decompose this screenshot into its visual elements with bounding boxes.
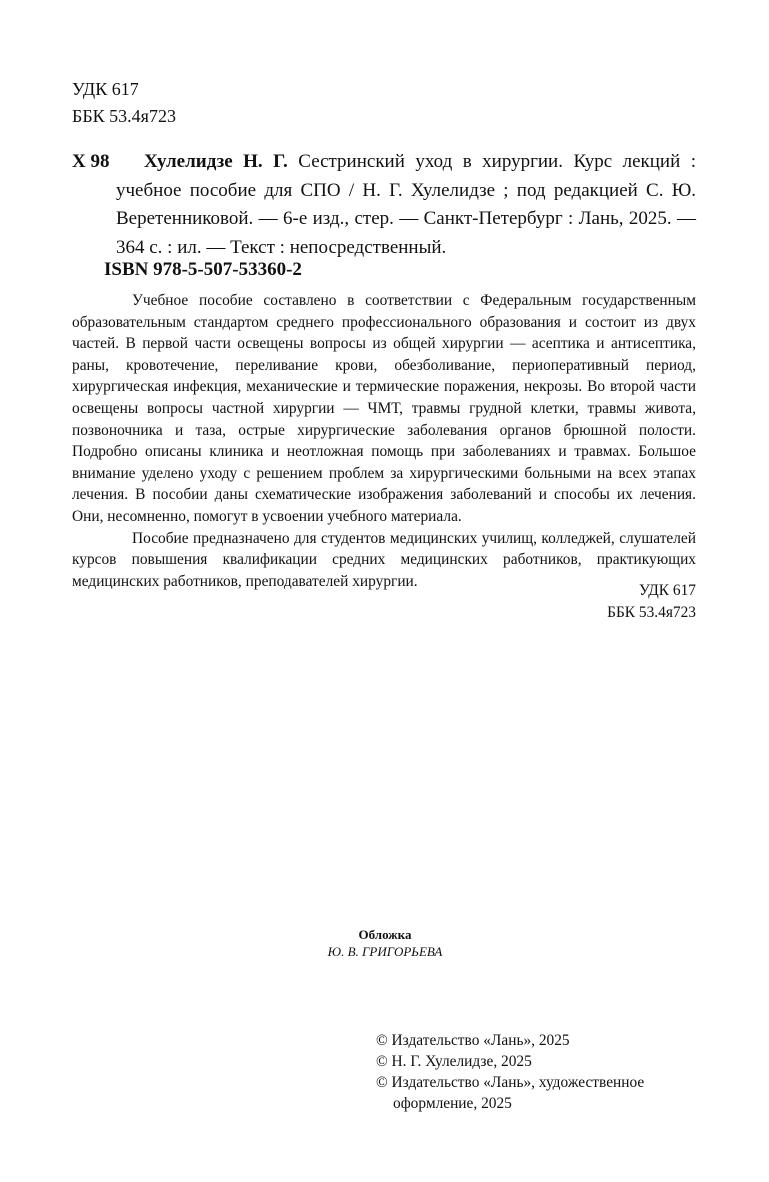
cover-designer: Ю. В. ГРИГОРЬЕВА: [327, 944, 443, 959]
udk-code: УДК 617: [72, 79, 139, 99]
classification-bottom: [72, 580, 696, 623]
bibliographic-record: [116, 148, 696, 262]
copyright-line: оформление, 2025: [393, 1095, 512, 1112]
annotation-paragraph-1: Учебное пособие составлено в соответствии с Федеральным государственным образовательным стандартом среднего профессионального образования и состоит из двух частей. В первой части освещены вопросы из общей хирургии — асептика и антисептика, раны, кровотечение, переливание крови, обезболивание, периоперативный период, хирургическая инфекция, механические и термические поражения, некрозы. Во второй части освещены вопросы частной хирургии — ЧМТ, травмы грудной клетки, травмы живота, позвоночника и таза, острые хирургические заболевания органов брюшной полости. Подробно описаны клиника и неотложная помощь при заболеваниях и травмах. Большое внимание уделено уходу с решением проблем за хирургическими больными на всех этапах лечения. В пособии даны схематические изображения заболеваний и способы их лечения. Они, несомненно, помогут в усвоении учебного материала.: [72, 292, 696, 525]
bbk-code-bottom: ББК 53.4я723: [607, 603, 696, 621]
author-code: Х 98: [72, 151, 110, 172]
isbn: ISBN 978-5-507-53360-2: [104, 259, 302, 280]
bibliographic-text: Сестринский уход в хирургии. Курс лекций : учебное пособие для СПО / Н. Г. Хулелидзе ; под редакцией С. Ю. Веретенниковой. — 6-е изд., стер. — Санкт-Петербург : Лань, 2025. — 364 с. : ил. — Текст : непосредственный.: [116, 151, 696, 258]
annotation: [72, 290, 696, 592]
cover-label: Обложка: [358, 927, 412, 942]
copyright-line: © Издательство «Лань», художественное: [376, 1074, 645, 1091]
copyright-line: © Издательство «Лань», 2025: [376, 1032, 570, 1049]
copyright-block: [376, 1030, 644, 1114]
bbk-code: ББК 53.4я723: [72, 106, 176, 126]
annotation-paragraph-2: Пособие предназначено для студентов медицинских училищ, колледжей, слушателей курсов повышения квалификации средних медицинских работников, практикующих медицинских работников, преподавателей хирургии.: [72, 529, 696, 590]
author-name: Хулелидзе Н. Г.: [144, 151, 288, 172]
udk-code-bottom: УДК 617: [638, 582, 696, 599]
classification-block: [72, 76, 176, 130]
copyright-line: © Н. Г. Хулелидзе, 2025: [376, 1053, 532, 1070]
cover-credit: [200, 926, 570, 960]
